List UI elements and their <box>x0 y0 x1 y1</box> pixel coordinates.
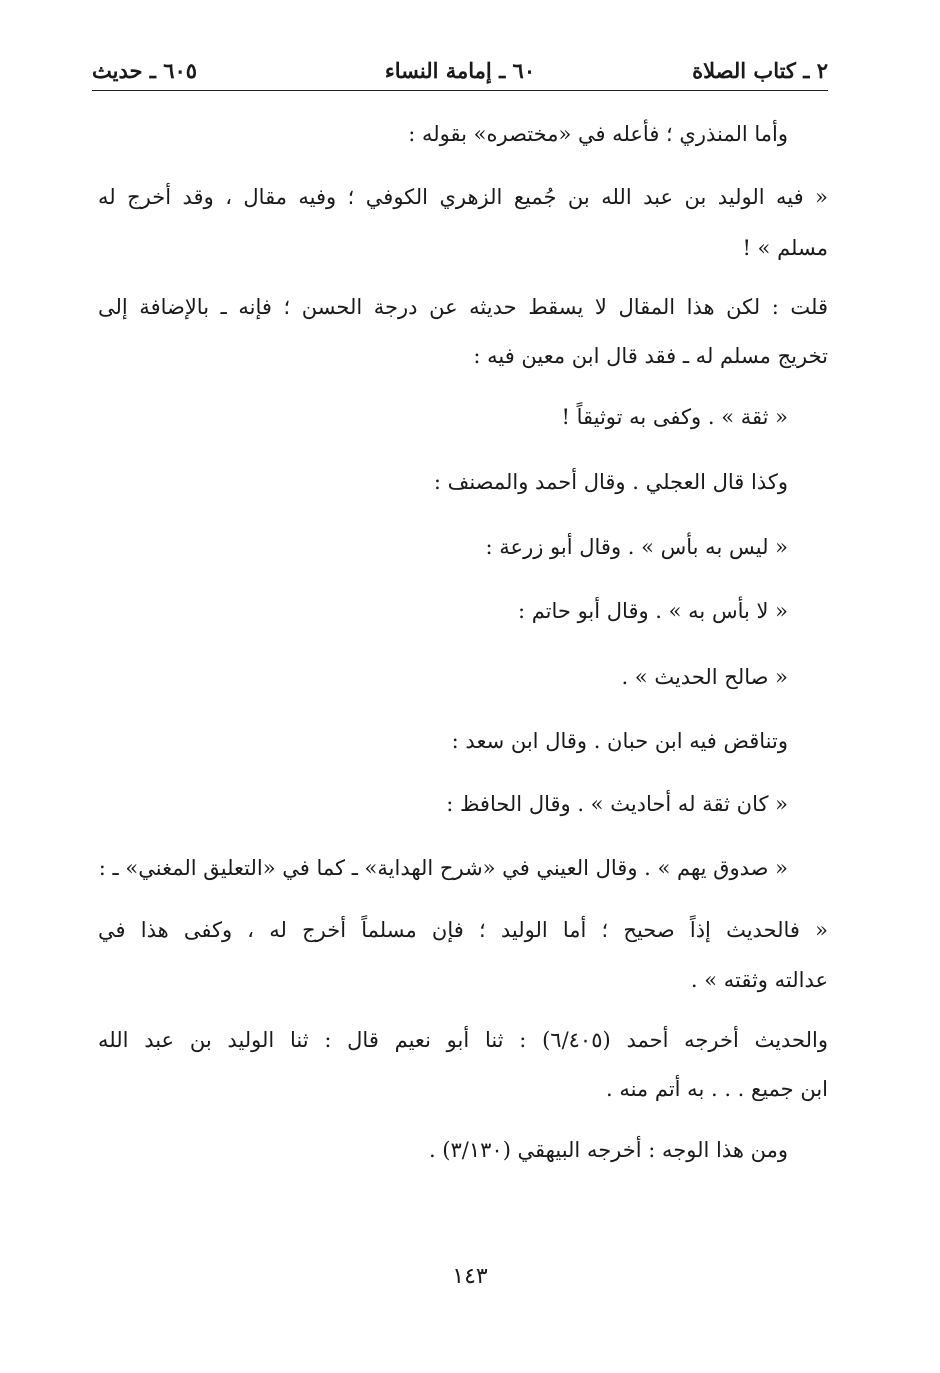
text-line: « فالحديث إذاً صحيح ؛ أما الوليد ؛ فإن مسلماً أخرج له ، وكفى هذا في <box>98 918 828 942</box>
text-line: « لا بأس به » . وقال أبو حاتم : <box>517 599 788 623</box>
text-line: عدالته وثقته » . <box>690 968 828 992</box>
header-hadith-number: ٦٠٥ ـ حديث <box>92 58 198 83</box>
text-line: والحديث أخرجه أحمد (٦/٤٠٥) : ثنا أبو نعيم قال : ثنا الوليد بن عبد الله <box>98 1028 828 1052</box>
text-line: قلت : لكن هذا المقال لا يسقط حديثه عن درجة الحسن ؛ فإنه ـ بالإضافة إلى <box>98 295 828 319</box>
text-line: « صالح الحديث » . <box>621 665 788 689</box>
text-line: « ثقة » . وكفى به توثيقاً ! <box>561 405 788 429</box>
header-chapter-title: ٦٠ ـ إمامة النساء <box>384 58 536 83</box>
text-line: وكذا قال العجلي . وقال أحمد والمصنف : <box>433 470 788 494</box>
text-line: « فيه الوليد بن عبد الله بن جُميع الزهري الكوفي ؛ وفيه مقال ، وقد أخرج له <box>98 185 828 209</box>
text-line: تخريج مسلم له ـ فقد قال ابن معين فيه : <box>473 344 828 368</box>
text-line: وتناقض فيه ابن حبان . وقال ابن سعد : <box>451 729 788 753</box>
header-book-title: ٢ ـ كتاب الصلاة <box>692 58 828 83</box>
text-line: « صدوق يهم » . وقال العيني في «شرح الهداية» ـ كما في «التعليق المغني» ـ : <box>98 856 788 880</box>
text-line: مسلم » ! <box>742 236 828 260</box>
text-line: « ليس به بأس » . وقال أبو زرعة : <box>485 535 788 559</box>
text-line: « كان ثقة له أحاديث » . وقال الحافظ : <box>446 792 788 816</box>
page-number: ١٤٣ <box>452 1264 488 1289</box>
text-line: ابن جميع . . . به أتم منه . <box>605 1077 828 1101</box>
text-line: ومن هذا الوجه : أخرجه البيهقي (٣/١٣٠) . <box>428 1138 788 1162</box>
text-line: وأما المنذري ؛ فأعله في «مختصره» بقوله : <box>408 122 788 146</box>
running-header <box>92 52 828 91</box>
